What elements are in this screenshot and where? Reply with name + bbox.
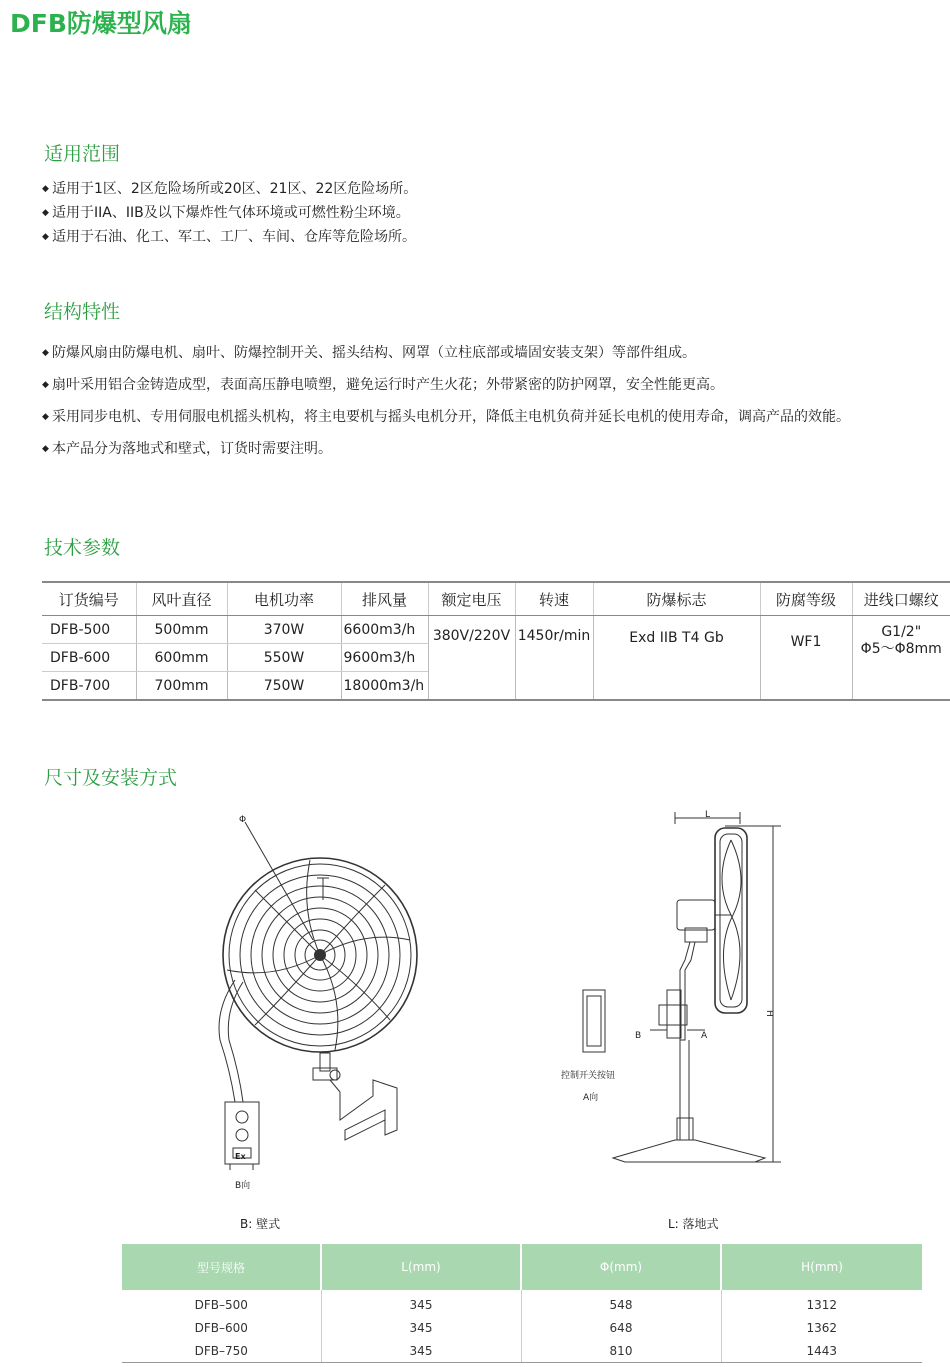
list-item: ◆ 适用于石油、化工、军工、工厂、车间、仓库等危险场所。 <box>42 225 417 249</box>
column-header: 订货编号 <box>42 582 136 616</box>
dimensions-header-row <box>122 1244 922 1290</box>
column-header: 进线口螺纹 <box>852 582 950 616</box>
ex-label: Ex <box>235 1152 246 1161</box>
dimensions-table <box>122 1244 922 1363</box>
wall-fan-drawing <box>195 810 425 1195</box>
column-header: Φ(mm) <box>521 1244 721 1290</box>
scope-list <box>42 177 417 249</box>
diamond-bullet-icon: ◆ <box>42 444 49 454</box>
speed-cell: 1450r/min <box>515 616 593 701</box>
column-header: H(mm) <box>721 1244 922 1290</box>
column-header: 电机功率 <box>227 582 341 616</box>
diamond-bullet-icon: ◆ <box>42 412 49 422</box>
section-heading-features: 结构特性 <box>44 301 121 323</box>
list-item: ◆ 防爆风扇由防爆电机、扇叶、防爆控制开关、摇头结构、网罩（立柱底部或墙固安装支架）等部件组成。 <box>42 337 850 369</box>
spec-header-row <box>42 582 950 616</box>
section-heading-params: 技术参数 <box>44 537 121 559</box>
column-header: 型号规格 <box>122 1244 321 1290</box>
table-row: DFB–600 345 648 1362 <box>122 1316 922 1339</box>
caption-wall: B: 壁式 <box>240 1217 281 1231</box>
column-header: 排风量 <box>341 582 428 616</box>
b-direction-label: B向 <box>235 1181 251 1191</box>
ex-mark-cell: Exd IIB T4 Gb <box>593 616 760 701</box>
list-item: ◆ 扇叶采用铝合金铸造成型，表面高压静电喷塑，避免运行时产生火花；外带紧密的防护网罩，安全性能更高。 <box>42 369 850 401</box>
page-title: DFB防爆型风扇 <box>10 9 192 38</box>
switch-label: 控制开关按钮 <box>561 1071 616 1081</box>
section-heading-install: 尺寸及安装方式 <box>44 767 178 789</box>
column-header: 防腐等级 <box>760 582 852 616</box>
column-header: 防爆标志 <box>593 582 760 616</box>
list-item: ◆ 适用于IIA、IIB及以下爆炸性气体环境或可燃性粉尘环境。 <box>42 201 417 225</box>
table-row: DFB-500 500mm 370W 6600m3/h 380V/220V 1450r/min Exd IIB T4 Gb WF1 G1/2" Φ5～Φ8mm <box>42 616 950 644</box>
table-row: DFB–750 345 810 1443 <box>122 1339 922 1363</box>
a-label: A <box>701 1031 708 1041</box>
diamond-bullet-icon: ◆ <box>42 208 49 218</box>
column-header: 风叶直径 <box>136 582 227 616</box>
caption-floor: L: 落地式 <box>668 1217 719 1231</box>
diamond-bullet-icon: ◆ <box>42 232 49 242</box>
column-header: 转速 <box>515 582 593 616</box>
section-heading-scope: 适用范围 <box>44 143 121 165</box>
list-item: ◆ 本产品分为落地式和壁式，订货时需要注明。 <box>42 433 850 465</box>
b-label: B <box>635 1031 642 1041</box>
column-header: 额定电压 <box>428 582 515 616</box>
voltage-cell: 380V/220V <box>428 616 515 701</box>
h-label: H <box>764 1010 774 1017</box>
list-item: ◆ 适用于1区、2区危险场所或20区、21区、22区危险场所。 <box>42 177 417 201</box>
diamond-bullet-icon: ◆ <box>42 380 49 390</box>
thread-cell: G1/2" Φ5～Φ8mm <box>852 616 950 701</box>
l-label: L <box>705 810 711 820</box>
spec-table <box>42 581 950 701</box>
column-header: L(mm) <box>321 1244 521 1290</box>
floor-fan-drawing <box>555 800 795 1170</box>
diamond-bullet-icon: ◆ <box>42 348 49 358</box>
a-direction-label: A向 <box>583 1093 599 1103</box>
features-list <box>42 337 850 465</box>
table-row: DFB–500 345 548 1312 <box>122 1290 922 1316</box>
phi-label: Φ <box>239 815 247 825</box>
list-item: ◆ 采用同步电机、专用伺服电机摇头机构，将主电要机与摇头电机分开，降低主电机负荷并延长电机的使用寿命，调高产品的效能。 <box>42 401 850 433</box>
diamond-bullet-icon: ◆ <box>42 184 49 194</box>
table-row: DFB-700 700mm 750W 18000m3/h <box>42 672 950 701</box>
table-row: DFB-600 600mm 550W 9600m3/h <box>42 644 950 672</box>
anticorrosion-cell: WF1 <box>760 616 852 701</box>
